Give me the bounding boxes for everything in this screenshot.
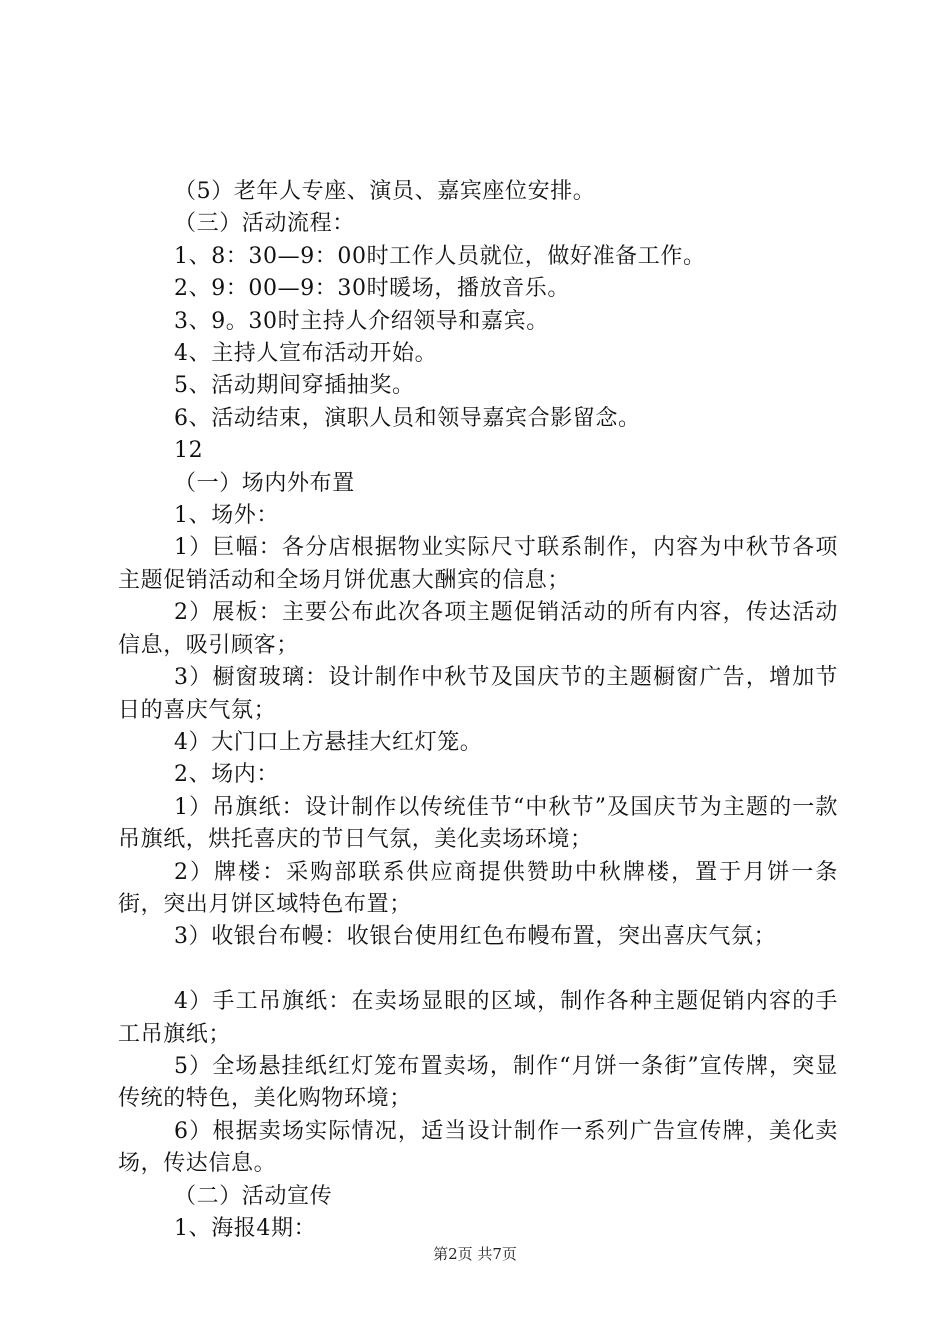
paragraph: 12 <box>174 438 204 464</box>
paragraph: 1）吊旗纸：设计制作以传统佳节“中秋节”及国庆节为主题的一款吊旗纸，烘托喜庆的节日气氛，美化卖场环境； <box>118 794 838 853</box>
paragraph: （二）活动宣传 <box>174 1183 333 1209</box>
paragraph: 6）根据卖场实际情况，适当设计制作一系列广告宣传牌，美化卖场，传达信息。 <box>118 1118 838 1177</box>
paragraph: （三）活动流程： <box>174 211 355 237</box>
paragraph: 2）展板：主要公布此次各项主题促销活动的所有内容，传达活动信息，吸引顾客； <box>118 600 838 658</box>
paragraph: （5）老年人专座、演员、嘉宾座位安排。 <box>174 179 596 204</box>
paragraph: 2、9：00—9：30时暖场，播放音乐。 <box>174 276 570 302</box>
blank-line <box>118 954 838 986</box>
document-body <box>118 176 838 1245</box>
paragraph: 4）手工吊旗纸：在卖场显眼的区域，制作各种主题促销内容的手工吊旗纸； <box>118 989 838 1047</box>
paragraph: 3）橱窗玻璃：设计制作中秋节及国庆节的主题橱窗广告，增加节日的喜庆气氛； <box>118 665 838 723</box>
paragraph: 5）全场悬挂纸红灯笼布置卖场，制作“月饼一条街”宣传牌，突显传统的特色，美化购物环境； <box>118 1053 838 1112</box>
paragraph: 1、场外： <box>174 503 279 529</box>
paragraph: 4、主持人宣布活动开始。 <box>174 341 438 367</box>
paragraph: 2）牌楼：采购部联系供应商提供赞助中秋牌楼，置于月饼一条街，突出月饼区域特色布置； <box>118 859 838 917</box>
paragraph: 6、活动结束，演职人员和领导嘉宾合影留念。 <box>174 405 641 431</box>
paragraph: 4）大门口上方悬挂大红灯笼。 <box>174 729 483 755</box>
page-footer: 第2页 共7页 <box>433 1245 517 1263</box>
paragraph: 1）巨幅：各分店根据物业实际尺寸联系制作，内容为中秋节各项主题促销活动和全场月饼优惠大酬宾的信息； <box>118 535 838 593</box>
paragraph: 3）收银台布幔：收银台使用红色布幔布置，突出喜庆气氛； <box>174 924 777 950</box>
paragraph: 3、9。30时主持人介绍领导和嘉宾。 <box>174 308 549 334</box>
paragraph: 1、8：30—9：00时工作人员就位，做好准备工作。 <box>174 243 706 269</box>
paragraph: 5、活动期间穿插抽奖。 <box>174 373 415 399</box>
paragraph: 2、场内： <box>174 762 279 788</box>
paragraph: 1、海报4期： <box>174 1215 317 1241</box>
paragraph: （一）场内外布置 <box>174 470 355 496</box>
